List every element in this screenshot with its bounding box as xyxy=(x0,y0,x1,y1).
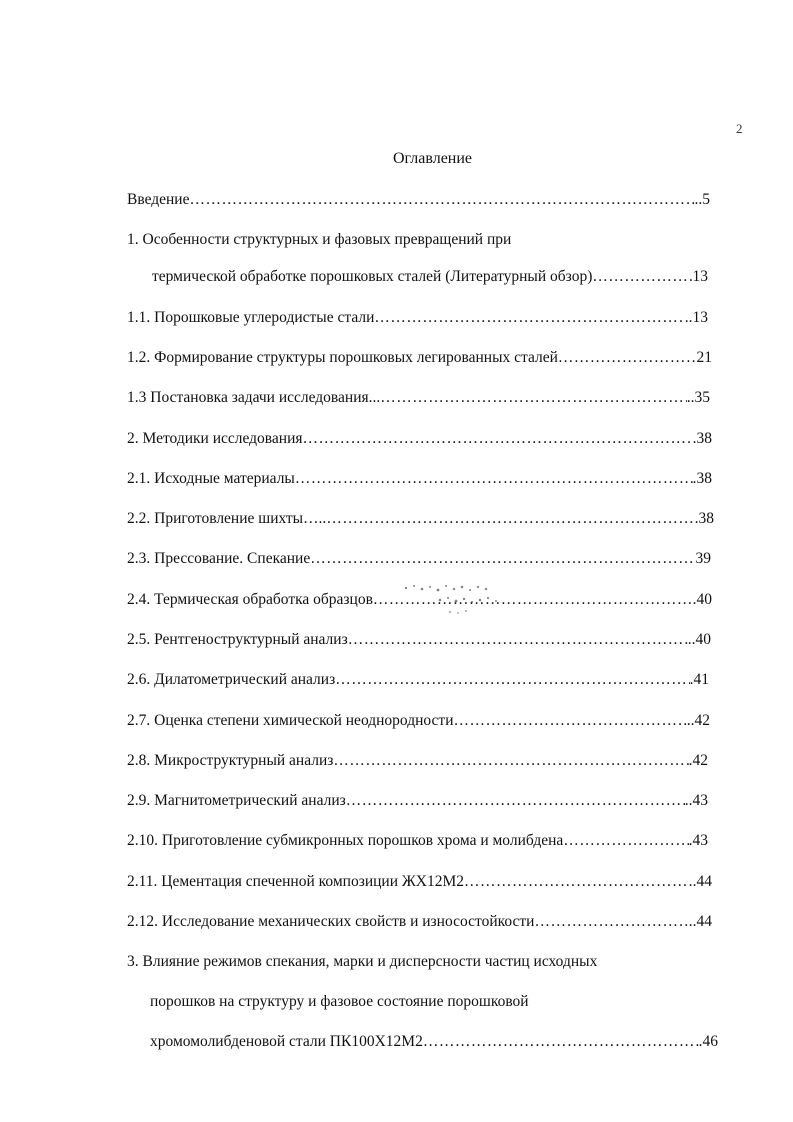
toc-entry-introduction xyxy=(127,191,710,209)
toc-entry-label: 2.7. Оценка степени химической неоднородности xyxy=(127,712,454,729)
toc-entry-1-1 xyxy=(127,309,708,327)
dot-leader xyxy=(303,430,693,448)
toc-entry-label: 1.3 Постановка задачи исследования... xyxy=(127,389,381,406)
toc-entry-2-12 xyxy=(127,913,712,931)
toc-entry-2-11 xyxy=(127,873,712,891)
dot-leader xyxy=(464,873,693,891)
toc-entry-label: термической обработке порошковых сталей (Литературный обзор) xyxy=(152,268,593,285)
toc-entry-label: 2.6. Дилатометрический анализ xyxy=(127,671,336,688)
toc-entry-page: .38 xyxy=(694,510,714,527)
toc-entry-page: .38 xyxy=(692,470,712,487)
toc-entry-2-5 xyxy=(127,631,711,649)
dot-leader xyxy=(310,550,695,568)
toc-entry-1-2 xyxy=(127,349,712,367)
toc-entry-page: ..42 xyxy=(686,712,710,729)
toc-entry-2-3 xyxy=(127,550,711,568)
dot-leader xyxy=(326,510,694,528)
toc-entry-page: .42 xyxy=(688,752,708,769)
dot-leader xyxy=(189,191,694,209)
toc-entry-label: 2.9. Магнитометрический анализ xyxy=(127,792,346,809)
toc-entry-chapter-3-line-2: порошков на структуру и фазовое состояние порошковой xyxy=(150,993,529,1010)
toc-entry-page: ..44 xyxy=(688,913,712,930)
toc-entry-page: ..43 xyxy=(684,792,708,809)
toc-entry-page: .41 xyxy=(689,671,709,688)
dot-leader xyxy=(592,268,692,286)
toc-entry-page: .40 xyxy=(692,591,712,608)
dot-leader xyxy=(335,671,689,689)
toc-entry-label: 2.10. Приготовление субмикронных порошков хрома и молибдена xyxy=(127,832,564,849)
toc-entry-page: 13 xyxy=(692,268,708,285)
toc-entry-label: 2.4. Термическая обработка образцов xyxy=(127,591,373,608)
toc-entry-label: Введение xyxy=(127,191,190,208)
dot-leader xyxy=(563,832,688,850)
toc-entry-2-6 xyxy=(127,671,709,689)
toc-entry-label: 1.2. Формирование структуры порошковых легированных сталей xyxy=(127,349,558,366)
toc-entry-page: 39 xyxy=(695,550,711,567)
toc-entry-chapter-3-line-3 xyxy=(150,1033,718,1051)
toc-entry-label: 2.5. Рентгеноструктурный анализ xyxy=(127,631,348,648)
toc-title: Оглавление xyxy=(392,150,473,167)
toc-entry-label: 2.1. Исходные материалы xyxy=(127,470,295,487)
toc-entry-2-1 xyxy=(127,470,712,488)
toc-entry-page: ..40 xyxy=(687,631,711,648)
toc-entry-page: .44 xyxy=(692,873,712,890)
toc-entry-2-8 xyxy=(127,752,708,770)
dot-leader xyxy=(558,349,697,367)
toc-entry-page: .38 xyxy=(692,430,712,447)
toc-entry-page: .43 xyxy=(688,832,708,849)
dot-leader xyxy=(346,792,685,810)
toc-entry-chapter-1-line-1: 1. Особенности структурных и фазовых превращений при xyxy=(127,231,512,248)
toc-entry-2-7 xyxy=(127,712,710,730)
dot-leader xyxy=(348,631,688,649)
toc-entry-label: 2.11. Цементация спеченной композиции ЖХ12М2 xyxy=(127,873,464,890)
toc-entry-2-9 xyxy=(127,792,708,810)
toc-entry-label: 2.12. Исследование механических свойств и износостойкости xyxy=(127,913,535,930)
toc-entry-label: 2.8. Микроструктурный анализ xyxy=(127,752,334,769)
toc-entry-label: 2. Методики исследования xyxy=(127,430,303,447)
toc-entry-2-10 xyxy=(127,832,708,850)
dot-leader xyxy=(534,913,688,931)
page-number: 2 xyxy=(736,121,743,136)
toc-entry-1-3 xyxy=(127,389,710,407)
dot-leader xyxy=(374,309,684,327)
toc-entry-page: ..13 xyxy=(684,309,708,326)
toc-entry-label: 2.2. Приготовление шихты….. xyxy=(127,510,327,527)
toc-entry-label: хромомолибденовой стали ПК100Х12М2 xyxy=(150,1033,423,1050)
dot-leader xyxy=(454,712,687,730)
toc-entry-2-2 xyxy=(127,510,714,528)
dot-leader xyxy=(423,1033,699,1051)
dot-leader xyxy=(333,752,688,770)
toc-entry-page: ..5 xyxy=(694,191,710,208)
toc-entry-label: 1.1. Порошковые углеродистые стали xyxy=(127,309,375,326)
dot-leader xyxy=(380,389,686,407)
toc-entry-page: 21 xyxy=(696,349,712,366)
toc-entry-label: 2.3. Прессование. Спекание xyxy=(127,550,311,567)
scan-artifact xyxy=(400,582,510,618)
toc-entry-page: ..35 xyxy=(686,389,710,406)
dot-leader xyxy=(295,470,693,488)
toc-entry-chapter-3-line-1: 3. Влияние режимов спекания, марки и дисперсности частиц исходных xyxy=(127,953,598,970)
toc-entry-page: .46 xyxy=(698,1033,718,1050)
toc-entry-chapter-2 xyxy=(127,430,712,448)
toc-entry-chapter-1-line-2 xyxy=(152,268,708,286)
